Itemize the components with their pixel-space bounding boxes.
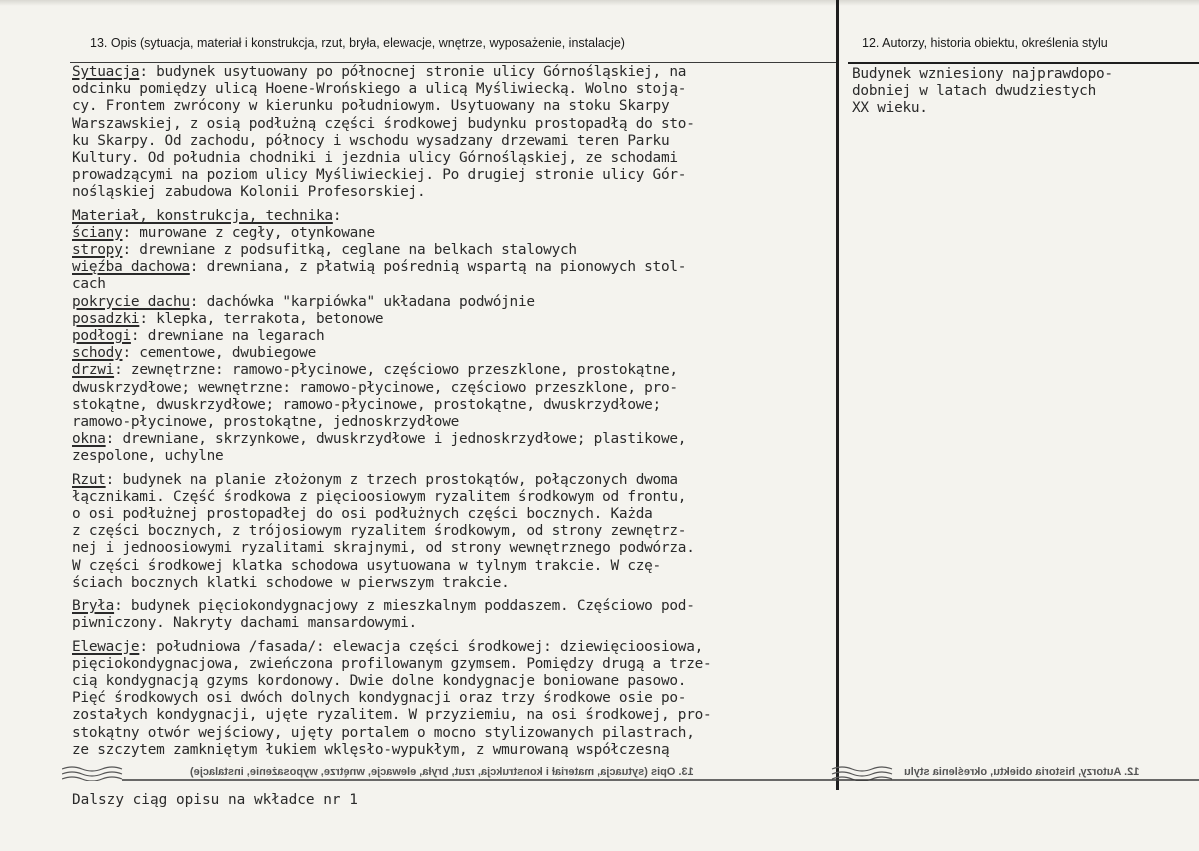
text-line: odcinku pomiędzy ulicą Hoene-Wrońskiego a ulicą Myśliwiecką. Wolno stoją- [72, 81, 687, 98]
right-header-rule [848, 62, 1199, 64]
item-label: podłogi [72, 328, 131, 345]
text-line: Kultury. Od południa chodniki i jezdnia ulicy Górnośląskiej, ze schodami [72, 150, 678, 167]
text-line: ściach bocznych klatki schodowe w pierwszym trakcie. [72, 574, 510, 591]
text-line: ku Skarpy. Od zachodu, północy i wschodu wysadzany drzewami teren Parku [72, 132, 670, 149]
text-line: z części bocznych, z trójosiowym ryzalitem środkowym, od strony zewnętrz- [72, 523, 687, 540]
item-text: : dachówka "karpiówka" układana podwójnie [189, 293, 535, 310]
material-item [72, 276, 842, 293]
text-line: prowadzącymi na poziom ulicy Myśliwieckiej. Po drugiej stronie ulicy Gór- [72, 167, 687, 184]
section-label-elewacje: Elewacje [72, 638, 140, 655]
text-line [72, 472, 842, 489]
text-line: XX wieku. [852, 100, 928, 117]
text-line: Warszawskiej, z osią podłużną części środkowej budynku prostopadłą do sto- [72, 115, 695, 132]
material-item [72, 328, 842, 345]
text-line: piwniczony. Nakryty dachami mansardowymi. [72, 615, 417, 632]
text-line: cią kondygnacją gzyms kordonowy. Dwie dolne kondygnacje boniowane pasowo. [72, 672, 687, 689]
material-item [72, 397, 842, 414]
text-line: o osi podłużnej prostopadłej do osi podłużnych części bocznych. Każda [72, 506, 653, 523]
text-line [72, 64, 842, 81]
mirrored-header-left: 13. Opis (sytuacja, materiał i konstrukcja, rzut, bryła, elewacje, wnętrze, wyposażenie, instalacje) [190, 766, 694, 778]
text-line: dobniej w latach dwudziestych [852, 83, 1097, 100]
section-label-bryla: Bryła [72, 598, 115, 615]
item-text: : drewniane na legarach [130, 328, 325, 345]
text-line [72, 208, 842, 225]
page-top-edge [0, 0, 1199, 6]
item-label: okna [72, 431, 106, 448]
text-line: cy. Frontem zwrócony w kierunku południowym. Usytuowany na stoku Skarpy [72, 98, 670, 115]
text-fragment: : [332, 207, 342, 224]
text-line: nej i jednoosiowymi ryzalitami skrajnymi, od strony wewnętrznego podwórza. [72, 540, 695, 557]
text-line [72, 598, 842, 615]
item-label: ściany [72, 224, 123, 241]
material-item [72, 431, 842, 448]
item-text: : klepka, terrakota, betonowe [139, 310, 384, 327]
material-item [72, 380, 842, 397]
authors-field-header: 12. Autorzy, historia obiektu, określenia stylu [862, 36, 1108, 50]
text-line: zostałych kondygnacji, ujęte ryzalitem. W przyziemiu, na osi środkowej, pro- [72, 707, 712, 724]
item-label: więźba dachowa [72, 259, 190, 276]
material-item [72, 259, 842, 276]
material-item [72, 362, 842, 379]
material-item [72, 311, 842, 328]
item-text: : drewniane, skrzynkowe, dwuskrzydłowe i jednoskrzydłowe; plastikowe, [105, 431, 687, 448]
item-label: schody [72, 345, 123, 362]
item-text: : murowane z cegły, otynkowane [122, 224, 375, 241]
text-line: stokątny otwór wejściowy, ujęty portalem o mocno stylizowanych pilastrach, [72, 724, 695, 741]
text-line: łącznikami. Część środkowa z pięcioosiowym ryzalitem środkowym od frontu, [72, 488, 687, 505]
item-text: : drewniana, z płatwią pośrednią wspartą na pionowych stol- [189, 259, 687, 276]
text-line: nośląskiej zabudowa Kolonii Profesorskiej. [72, 184, 426, 201]
left-header-rule [70, 62, 836, 63]
text-fragment: : budynek na planie złożonym z trzech prostokątów, połączonych dwoma [105, 471, 678, 488]
section-label-rzut: Rzut [72, 471, 106, 488]
item-text: : cementowe, dwubiegowe [122, 345, 317, 362]
text-line: Pięć środkowych osi dwóch dolnych kondygnacji oraz trzy środkowe osie po- [72, 690, 687, 707]
item-text: : drewniane z podsufitką, ceglane na belkach stalowych [122, 242, 577, 259]
text-line: W części środkowej klatka schodowa usytuowana w tylnym trakcie. W czę- [72, 557, 661, 574]
continuation-note: Dalszy ciąg opisu na wkładce nr 1 [72, 792, 358, 808]
material-item [72, 294, 842, 311]
item-text: : zewnętrzne: ramowo-płycinowe, częściowo przeszklone, prostokątne, [114, 362, 678, 379]
description-field-header: 13. Opis (sytuacja, materiał i konstrukcja, rzut, bryła, elewacje, wnętrze, wyposażenie, instalacje) [90, 36, 625, 50]
material-item [72, 448, 842, 465]
item-label: posadzki [72, 310, 140, 327]
item-text: cach [72, 276, 106, 293]
material-item [72, 242, 842, 259]
text-line [72, 639, 842, 656]
item-text: ramowo-płycinowe, prostokątne, jednoskrzydłowe [72, 414, 460, 431]
section-label-material: Materiał, konstrukcja, technika [72, 207, 333, 224]
material-item [72, 345, 842, 362]
text-line: pięciokondygnacjowa, zwieńczona profilowanym gzymsem. Pomiędzy drugą a trze- [72, 655, 712, 672]
material-item [72, 225, 842, 242]
item-text: stokątne, dwuskrzydłowe; ramowo-płycinowe, prostokątne, dwuskrzydłowe; [72, 396, 661, 413]
text-line: ze szczytem zamkniętym łukiem wklęsło-wypukłym, z wmurowaną współczesną [72, 741, 670, 758]
text-line: Budynek wzniesiony najprawdopo- [852, 66, 1113, 82]
bleed-through-band [62, 764, 1199, 782]
item-label: drzwi [72, 362, 115, 379]
mirrored-header-right: 12. Autorzy, historia obiektu, określenia stylu [904, 766, 1140, 778]
description-text [72, 64, 842, 759]
text-fragment: : budynek usytuowany po północnej stronie ulicy Górnośląskiej, na [139, 64, 687, 80]
item-label: pokrycie dachu [72, 293, 190, 310]
text-fragment: : południowa /fasada/: elewacja części środkowej: dziewięcioosiowa, [139, 638, 704, 655]
text-fragment: : budynek pięciokondygnacjowy z mieszkalnym poddaszem. Częściowo pod- [114, 598, 695, 615]
section-label-sytuacja: Sytuacja [72, 64, 140, 80]
item-text: dwuskrzydłowe; wewnętrzne: ramowo-płycinowe, częściowo przeszklone, pro- [72, 379, 678, 396]
authors-history-text [852, 66, 1192, 118]
material-item [72, 414, 842, 431]
item-label: stropy [72, 242, 123, 259]
item-text: zespolone, uchylne [72, 448, 224, 465]
